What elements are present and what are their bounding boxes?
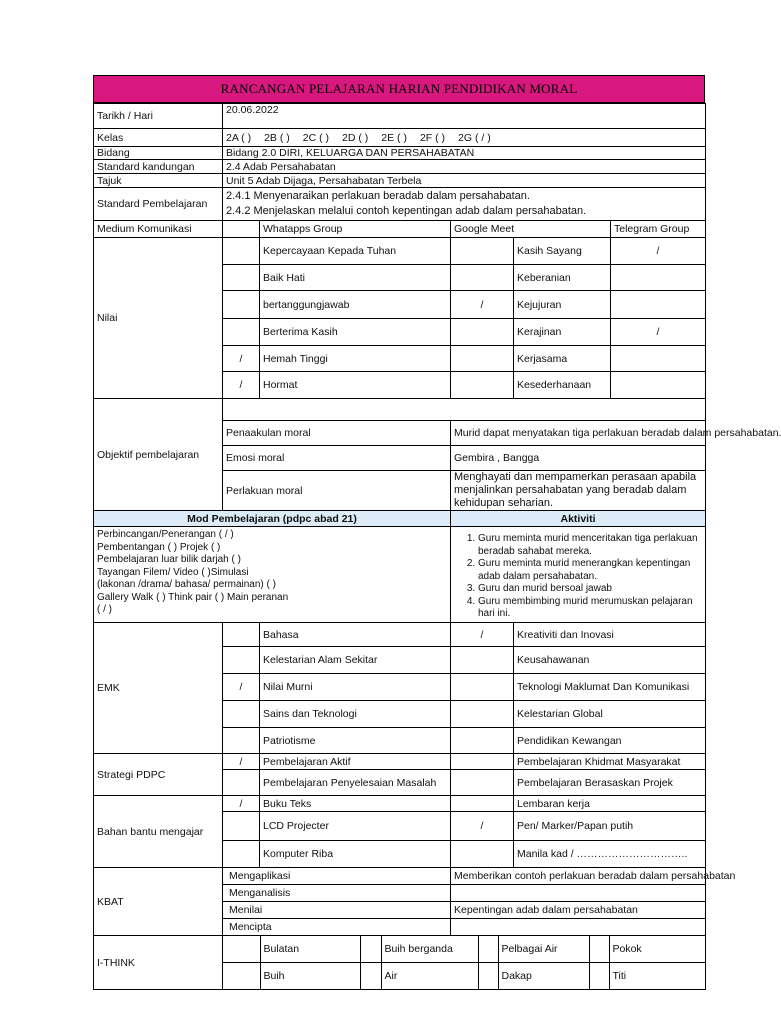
kbat-value: [451, 919, 706, 936]
nilai-mark[interactable]: [611, 291, 706, 319]
kbat-level: Mengaplikasi: [223, 868, 451, 885]
page-title: RANCANGAN PELAJARAN HARIAN PENDIDIKAN MORAL: [93, 75, 705, 103]
tarikh-value: 20.06.2022: [223, 104, 706, 129]
tajuk-value: Unit 5 Adab Dijaga, Persahabatan Terbela: [223, 174, 706, 188]
bidang-label: Bidang: [94, 147, 223, 160]
ithink-mark[interactable]: [478, 936, 498, 962]
medium-label: Medium Komunikasi: [94, 221, 223, 238]
emk-item: Teknologi Maklumat Dan Komunikasi: [514, 674, 706, 701]
nilai-mark[interactable]: [223, 238, 260, 265]
mod-option: Pembelajaran luar bilik darjah ( ): [97, 554, 241, 565]
emk-mark[interactable]: [451, 728, 514, 754]
ithink-row: [94, 936, 706, 963]
bahan-label: Bahan bantu mengajar: [94, 796, 223, 868]
bahan-item: Lembaran kerja: [514, 796, 706, 812]
mod-list: [94, 527, 451, 623]
nilai-mark[interactable]: /: [611, 319, 706, 346]
nilai-item: Kerjasama: [514, 346, 611, 372]
standard-pembelajaran-values: [223, 188, 706, 221]
ithink-map-type: Buih: [260, 963, 360, 989]
kelas-option[interactable]: 2F ( ): [419, 131, 446, 144]
bahan-item: Komputer Riba: [260, 841, 451, 868]
bahan-item: Manila kad / …………………………..: [514, 841, 706, 868]
mod-header-row: [94, 511, 706, 527]
nilai-item: Hormat: [260, 372, 451, 399]
bahan-mark[interactable]: /: [451, 812, 514, 841]
tarikh-label: Tarikh / Hari: [94, 104, 223, 129]
emk-item: Patriotisme: [260, 728, 451, 754]
ithink-mark[interactable]: [223, 936, 260, 962]
ithink-mark[interactable]: [223, 963, 260, 989]
kbat-level: Mencipta: [223, 919, 451, 936]
kelas-option[interactable]: 2C ( ): [302, 131, 330, 144]
nilai-mark[interactable]: [611, 346, 706, 372]
nilai-mark[interactable]: /: [223, 346, 260, 372]
ithink-map-type: Bulatan: [260, 936, 360, 962]
kbat-row: [94, 868, 706, 885]
row-tarikh: [94, 104, 706, 129]
standard-pembelajaran-item: 2.4.2 Menjelaskan melalui contoh kepentingan adab dalam persahabatan.: [226, 205, 587, 217]
objektif-label: Objektif pembelajaran: [94, 399, 223, 511]
objektif-type-label: Perlakuan moral: [223, 471, 451, 511]
kelas-label: Kelas: [94, 129, 223, 147]
strategi-mark[interactable]: [451, 754, 514, 770]
nilai-mark[interactable]: /: [611, 238, 706, 265]
kbat-value: Kepentingan adab dalam persahabatan: [451, 902, 706, 919]
nilai-mark[interactable]: [451, 346, 514, 372]
nilai-mark[interactable]: /: [451, 291, 514, 319]
ithink-map-type: Dakap: [498, 963, 589, 989]
emk-item: Pendidikan Kewangan: [514, 728, 706, 754]
emk-mark[interactable]: [451, 647, 514, 674]
nilai-item: Keberanian: [514, 265, 611, 291]
emk-item: Nilai Murni: [260, 674, 451, 701]
kelas-option[interactable]: 2B ( ): [264, 131, 290, 144]
nilai-item: Baik Hati: [260, 265, 451, 291]
strategi-item: Pembelajaran Aktif: [260, 754, 451, 770]
standard-pembelajaran-label: Standard Pembelajaran: [94, 188, 223, 221]
emk-item: Bahasa: [260, 623, 451, 647]
ithink-label: I-THINK: [94, 936, 223, 990]
aktiviti-list: [451, 527, 706, 623]
objektif-type-label: Penaakulan moral: [223, 421, 451, 446]
bahan-mark[interactable]: [223, 841, 260, 868]
nilai-item: Kepercayaan Kepada Tuhan: [260, 238, 451, 265]
nilai-mark[interactable]: [451, 265, 514, 291]
emk-row: [94, 623, 706, 647]
nilai-mark[interactable]: /: [223, 372, 260, 399]
nilai-mark[interactable]: [611, 372, 706, 399]
ithink-map-type: Buih berganda: [381, 936, 478, 962]
standard-pembelajaran-item: 2.4.1 Menyenaraikan perlakuan beradab dalam persahabatan.: [226, 190, 530, 202]
row-kelas: [94, 129, 706, 147]
objektif-value: Gembira , Bangga: [451, 446, 706, 471]
ithink-mark[interactable]: [478, 963, 498, 989]
strategi-item: Pembelajaran Khidmat Masyarakat: [514, 754, 706, 770]
strategi-item: Pembelajaran Penyelesaian Masalah: [260, 770, 451, 796]
ithink-mark[interactable]: [589, 963, 609, 989]
mod-option: Gallery Walk ( ) Think pair ( ) Main peranan: [97, 591, 289, 603]
objektif-row: [94, 399, 706, 421]
strategi-row: [94, 754, 706, 770]
bahan-mark[interactable]: [451, 796, 514, 812]
emk-mark[interactable]: [451, 674, 514, 701]
ithink-cells: [223, 936, 706, 963]
objektif-blank: [223, 399, 706, 421]
bahan-item: Buku Teks: [260, 796, 451, 812]
aktiviti-step: 4. Guru membimbing murid merumuskan pelajaran hari ini.: [478, 596, 702, 621]
sk-value: 2.4 Adab Persahabatan: [223, 160, 706, 174]
ithink-map-type: Pelbagai Air: [498, 936, 589, 962]
medium-option-whatsapp[interactable]: Whatapps Group: [260, 221, 451, 238]
objektif-value: Menghayati dan mempamerkan perasaan apabila menjalinkan persahabatan yang beradab dalam kehidupan seharian.: [451, 471, 706, 511]
nilai-item: Kasih Sayang: [514, 238, 611, 265]
emk-mark[interactable]: [223, 647, 260, 674]
mod-option: Perbincangan/Penerangan ( / ): [97, 529, 234, 540]
row-tajuk: [94, 174, 706, 188]
kelas-option[interactable]: 2D ( ): [342, 131, 369, 144]
nilai-mark[interactable]: [451, 319, 514, 346]
bahan-mark[interactable]: /: [223, 796, 260, 812]
nilai-mark[interactable]: [223, 291, 260, 319]
medium-option-google-meet[interactable]: Google Meet: [451, 221, 611, 238]
bahan-item: Pen/ Marker/Papan putih: [514, 812, 706, 841]
kbat-value: Memberikan contoh perlakuan beradab dalam persahabatan: [451, 868, 706, 885]
emk-mark[interactable]: [223, 728, 260, 754]
nilai-item: Kejujuran: [514, 291, 611, 319]
emk-label: EMK: [94, 623, 223, 754]
bidang-value: Bidang 2.0 DIRI, KELUARGA DAN PERSAHABATAN: [223, 147, 706, 160]
emk-mark[interactable]: [223, 623, 260, 647]
kelas-options: [223, 129, 706, 147]
emk-mark[interactable]: [451, 701, 514, 728]
emk-mark[interactable]: /: [223, 674, 260, 701]
nilai-mark[interactable]: [611, 265, 706, 291]
mod-option: ( / ): [97, 604, 112, 615]
ithink-map-type: Air: [381, 963, 478, 989]
bahan-item: LCD Projecter: [260, 812, 451, 841]
mod-option: (lakonan /drama/ bahasa/ permainan) ( ): [97, 579, 276, 590]
mod-option: Pembentangan ( ) Projek ( ): [97, 541, 221, 553]
nilai-item: Hemah Tinggi: [260, 346, 451, 372]
medium-option-telegram[interactable]: Telegram Group: [611, 221, 706, 238]
tajuk-label: Tajuk: [94, 174, 223, 188]
nilai-item: Berterima Kasih: [260, 319, 451, 346]
ithink-mark[interactable]: [360, 936, 381, 962]
nilai-item: Kerajinan: [514, 319, 611, 346]
nilai-label: Nilai: [94, 238, 223, 399]
row-medium: [94, 221, 706, 238]
ithink-map-row: [223, 963, 706, 989]
ithink-map-row: [223, 936, 706, 962]
emk-item: Sains dan Teknologi: [260, 701, 451, 728]
mod-option: Tayangan Filem/ Video ( )Simulasi: [97, 566, 249, 578]
kbat-label: KBAT: [94, 868, 223, 936]
emk-item: Kreativiti dan Inovasi: [514, 623, 706, 647]
row-sk: [94, 160, 706, 174]
nilai-mark[interactable]: [451, 238, 514, 265]
strategi-mark[interactable]: /: [223, 754, 260, 770]
kelas-option[interactable]: 2A ( ): [226, 131, 252, 144]
kbat-value: [451, 885, 706, 902]
bahan-mark[interactable]: [451, 841, 514, 868]
strategi-item: Pembelajaran Berasaskan Projek: [514, 770, 706, 796]
nilai-mark[interactable]: [223, 319, 260, 346]
strategi-mark[interactable]: [451, 770, 514, 796]
lesson-plan-table: [93, 103, 781, 990]
kbat-level: Menganalisis: [223, 885, 451, 902]
nilai-item: Kesederhanaan: [514, 372, 611, 399]
medium-mark-1: [223, 221, 260, 238]
nilai-row: [94, 238, 706, 265]
nilai-mark[interactable]: [451, 372, 514, 399]
bahan-row: [94, 796, 706, 812]
row-bidang: [94, 147, 706, 160]
aktiviti-steps: [454, 533, 702, 621]
kbat-level: Menilai: [223, 902, 451, 919]
emk-mark[interactable]: [223, 701, 260, 728]
strategi-label: Strategi PDPC: [94, 754, 223, 796]
kelas-option[interactable]: 2G ( / ): [458, 131, 491, 144]
aktiviti-step: 1. Guru meminta murid menceritakan tiga perlakuan beradab sahabat mereka.: [478, 533, 702, 558]
lesson-plan-page: [93, 75, 781, 990]
bahan-mark[interactable]: [223, 812, 260, 841]
aktiviti-header: Aktiviti: [451, 511, 706, 527]
emk-item: Kelestarian Global: [514, 701, 706, 728]
emk-mark[interactable]: /: [451, 623, 514, 647]
ithink-map-type: Titi: [609, 963, 706, 989]
nilai-item: bertanggungjawab: [260, 291, 451, 319]
aktiviti-step: 2. Guru meminta murid menerangkan kepentingan adab dalam persahabatan.: [478, 558, 702, 583]
emk-item: Keusahawanan: [514, 647, 706, 674]
mod-header: Mod Pembelajaran (pdpc abad 21): [94, 511, 451, 527]
objektif-value: Murid dapat menyatakan tiga perlakuan beradab dalam persahabatan.: [451, 421, 706, 446]
ithink-mark[interactable]: [589, 936, 609, 962]
ithink-cells: [223, 963, 706, 990]
ithink-mark[interactable]: [360, 963, 381, 989]
ithink-map-type: Pokok: [609, 936, 706, 962]
emk-item: Kelestarian Alam Sekitar: [260, 647, 451, 674]
row-standard-pembelajaran: [94, 188, 706, 221]
nilai-mark[interactable]: [223, 265, 260, 291]
mod-row: [94, 527, 706, 623]
strategi-mark[interactable]: [223, 770, 260, 796]
aktiviti-step: 3. Guru dan murid bersoal jawab: [478, 583, 702, 596]
objektif-type-label: Emosi moral: [223, 446, 451, 471]
sk-label: Standard kandungan: [94, 160, 223, 174]
kelas-option[interactable]: 2E ( ): [381, 131, 407, 144]
